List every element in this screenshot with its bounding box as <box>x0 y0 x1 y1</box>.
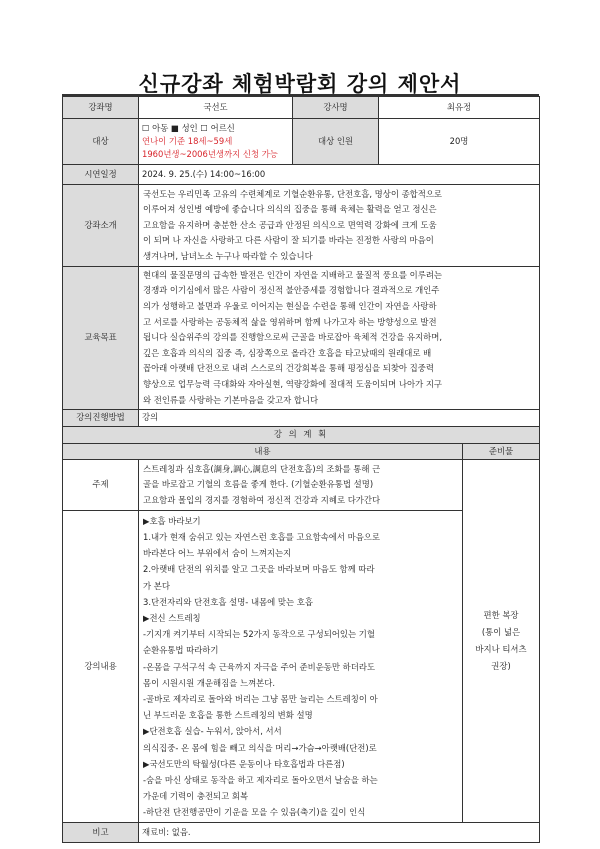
goal-line: 됩니다 실습위주의 강의를 진행함으로써 근골을 바로잡아 육체적 건강을 유지하며, <box>143 332 443 343</box>
content-line: -기지개 켜기부터 시작되는 52가지 동작으로 구성되어있는 기혈 <box>143 629 375 640</box>
content-line: ▶국선도만의 탁월성(다른 운동이나 타호흡법과 다른점) <box>143 758 345 769</box>
goal-line: 경쟁과 이기심에서 많은 사람이 정신적 불안증세를 경험합니다 결과적으로 개인주 <box>143 285 440 296</box>
content-line: 바라본다 어느 부위에서 숨이 느껴지는지 <box>143 548 292 559</box>
content-line: -하단전 단전행공만이 기운을 모을 수 있음(축기)을 깊이 인식 <box>143 807 366 818</box>
supplies-line: 바지나 티셔츠 <box>475 644 527 655</box>
topic-line: 고요함과 몰입의 경지를 경험하여 정신적 건강과 지혜로 다가간다 <box>143 494 381 505</box>
content-line: ▶전신 스트레칭 <box>143 612 201 623</box>
schedule-value: 2024. 9. 25.(수) 14:00~16:00 <box>139 165 540 185</box>
content-line: ▶단전호흡 실습- 누워서, 앉아서, 서서 <box>143 726 282 737</box>
content-line: 순환유통법 따라하기 <box>143 645 219 656</box>
content-text <box>139 511 463 823</box>
method-value: 강의 <box>139 410 540 427</box>
intro-line: 고요함을 유지하며 충분한 산소 공급과 안정된 의식으로 면역력 강화에 크게 도움 <box>143 219 437 230</box>
intro-text <box>139 185 540 267</box>
supplies-line: 편한 복장 <box>483 610 519 621</box>
target-birth-note: 1960년생~2006년생까지 신청 가능 <box>142 149 278 159</box>
content-line: 가 본다 <box>143 580 170 591</box>
goal-line: 깊은 호흡과 의식의 집중 즉, 심장쪽으로 올라간 호흡을 타고났때의 원래대로 배 <box>143 347 432 358</box>
intro-line: 국선도는 우리민족 고유의 수련체계로 기혈순환유통, 단전호흡, 명상이 종합적으로 <box>143 188 443 199</box>
goal-label: 교육목표 <box>63 267 139 410</box>
course-name-label: 강좌명 <box>63 97 139 119</box>
target-options: ☐ 아동 ■ 성인 ☐ 어르신 <box>142 123 235 133</box>
goal-line: 고 서로를 사랑하는 공동체적 삶을 영위하며 함께 나가고자 하는 방향성으로 발전 <box>143 316 437 327</box>
goal-line: 의가 성행하고 불면과 우울로 이어지는 현실을 수련을 통해 인간이 자연을 사랑하 <box>143 301 437 312</box>
content-line: 닌 부드러운 호흡을 통한 스트레칭의 변화 설명 <box>143 710 313 721</box>
topic-label: 주제 <box>63 460 139 511</box>
intro-line: 이루어져 성인병 예방에 좋습니다 의식의 집중을 통해 육체는 활력을 얻고 정신은 <box>143 204 437 215</box>
content-line: -숨을 마신 상태로 동작을 하고 제자리로 돌아오면서 날숨을 하는 <box>143 775 378 785</box>
content-line: -온몸을 구석구석 속 근육까지 자극을 주어 준비운동만 하더라도 <box>143 661 376 672</box>
method-label: 강의진행방법 <box>63 410 139 427</box>
page-title: 신규강좌 체험박람회 강의 제안서 <box>138 72 462 96</box>
lecturer-label: 강사명 <box>293 97 379 119</box>
content-header: 내용 <box>63 443 463 460</box>
proposal-table <box>62 96 540 843</box>
content-line: -골바로 제자리로 돌아와 버리는 그냥 몸만 늘리는 스트레칭이 아 <box>143 693 378 704</box>
content-label: 강의내용 <box>63 511 139 823</box>
capacity-label: 대상 인원 <box>293 119 379 165</box>
target-value <box>139 119 293 165</box>
target-label: 대상 <box>63 119 139 165</box>
remarks-value: 재료비: 없음. <box>139 823 540 843</box>
goal-line: 와 전인류를 사랑하는 기본마음을 갖고자 합니다 <box>143 394 319 405</box>
remarks-label: 비고 <box>63 823 139 843</box>
content-line: ▶호흡 바라보기 <box>143 515 201 526</box>
lecturer-value: 최유정 <box>379 97 540 119</box>
supplies-line: (통이 넓은 <box>481 627 521 638</box>
capacity-value: 20명 <box>379 119 540 165</box>
supplies-line: 권장) <box>491 661 511 672</box>
content-line: 가운데 기력이 충전되고 회복 <box>143 791 249 802</box>
goal-text <box>139 267 540 410</box>
goal-line: 향상으로 업무능력 극대화와 자아실현, 역량강화에 절대적 도움이되며 나아가 지구 <box>143 378 443 389</box>
intro-line: 이 되며 나 자신을 사랑하고 다른 사람이 잘 되기를 바라는 진정한 사랑의 마음이 <box>143 235 434 246</box>
intro-label: 강좌소개 <box>63 185 139 267</box>
topic-line: 골을 바로잡고 기혈의 흐름을 좋게 한다. (기혈순환유통법 설명) <box>143 479 374 490</box>
content-line: 1.내가 현재 숨쉬고 있는 자연스런 호흡를 고요함속에서 마음으로 <box>143 531 380 542</box>
supplies-value <box>463 460 540 823</box>
supplies-header: 준비물 <box>463 443 540 460</box>
intro-line: 생겨나며, 남녀노소 누구나 따라할 수 있습니다 <box>143 250 313 261</box>
plan-title: 강 의 계 획 <box>63 427 540 444</box>
goal-line: 꼽아래 아랫배 단전으로 내려 스스로의 건강회복을 통해 평정심을 되찾아 집중력 <box>143 363 434 374</box>
target-age-note: 연나이 기준 18세~59세 <box>142 136 233 146</box>
course-name-value: 국선도 <box>139 97 293 119</box>
schedule-label: 시연일정 <box>63 165 139 185</box>
topic-line: 스트레칭과 심호흡(調身,調心,調息의 단전호흡)의 조화를 통해 근 <box>143 463 381 474</box>
goal-line: 현대의 물질문명의 급속한 발전은 인간이 자연을 지배하고 물질적 풍요를 이루려는 <box>143 269 443 280</box>
content-line: 2.아랫배 단전의 위치를 알고 그곳을 바라보며 마음도 함께 따라 <box>143 564 375 575</box>
content-line: 의식집중- 온 몸에 힘을 빼고 의식을 머리→가슴→아랫배(단전)로 <box>143 742 377 753</box>
content-line: 몸이 시원시원 개운해짐을 느껴본다. <box>143 677 276 688</box>
topic-text <box>139 460 463 511</box>
content-line: 3.단전자리와 단전호흡 설명- 내몸에 맞는 호흡 <box>143 596 313 607</box>
